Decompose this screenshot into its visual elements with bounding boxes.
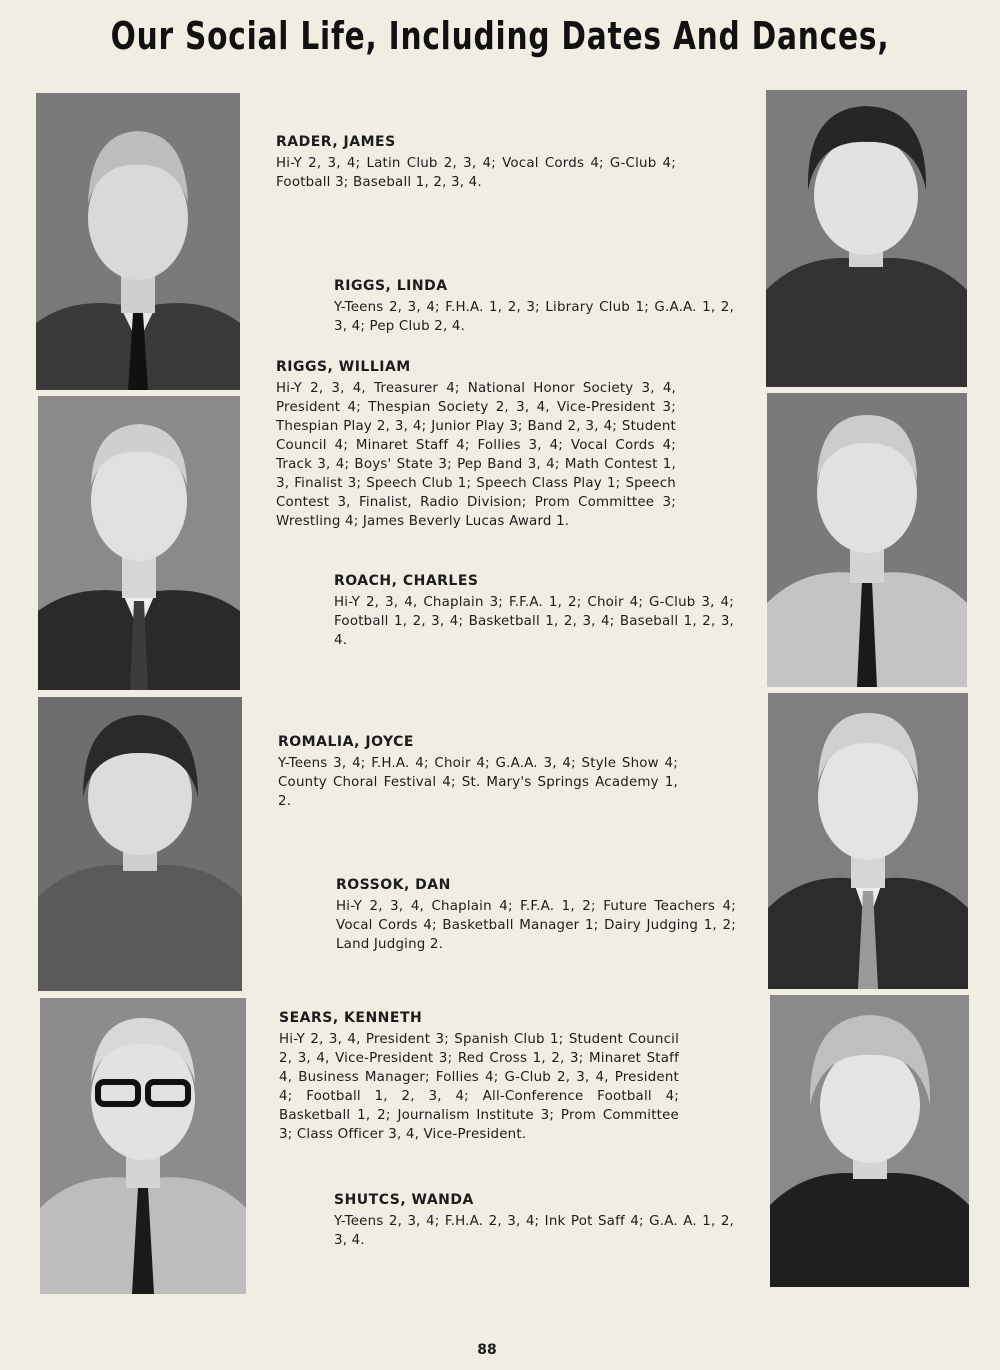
student-entry-shutcs-wanda xyxy=(334,1192,734,1250)
student-name: ROSSOK, DAN xyxy=(336,877,451,893)
page-title: Our Social Life, Including Dates And Dances, xyxy=(110,14,890,58)
page-number: 88 xyxy=(477,1342,497,1358)
student-activities: Y-Teens 2, 3, 4; F.H.A. 2, 3, 4; Ink Pot Saff 4; G.A. A. 1, 2, 3, 4. xyxy=(334,1214,734,1248)
student-activities: Hi-Y 2, 3, 4, Chaplain 4; F.F.A. 1, 2; Future Teachers 4; Vocal Cords 4; Basketball Manager 1; Dairy Judging 1, 2; Land Judging 2. xyxy=(336,899,736,952)
student-activities: Y-Teens 3, 4; F.H.A. 4; Choir 4; G.A.A. 3, 4; Style Show 4; County Choral Festival 4; St. Mary's Springs Academy 1, 2. xyxy=(278,756,678,809)
student-activities: Hi-Y 2, 3, 4, President 3; Spanish Club 1; Student Council 2, 3, 4, Vice-President 3; Red Cross 1, 2, 3; Minaret Staff 4, Business Manager; Follies 4; G-Club 2, 3, 4, President 4; Football 1, 2, 3, 4; All-Conference Football 4; Basketball 1, 2; Journalism Institute 3; Prom Committee 3; Class Officer 3, 4, Vice-President. xyxy=(279,1032,679,1142)
portrait-photo-riggs-william xyxy=(38,396,240,690)
student-activities: Hi-Y 2, 3, 4, Chaplain 3; F.F.A. 1, 2; Choir 4; G-Club 3, 4; Football 1, 2, 3, 4; Basketball 1, 2, 3, 4; Baseball 1, 2, 3, 4. xyxy=(334,595,734,648)
student-name: RIGGS, LINDA xyxy=(334,278,448,294)
student-name: RADER, JAMES xyxy=(276,134,396,150)
student-activities: Hi-Y 2, 3, 4, Treasurer 4; National Honor Society 3, 4, President 4; Thespian Society 2, 3, 4, Vice-President 3; Thespian Play 2, 3, 4; Junior Play 3; Band 2, 3, 4; Student Council 4; Minaret Staff 4; Follies 3, 4; Vocal Cords 4; Track 3, 4; Boys' State 3; Pep Band 3, 4; Math Contest 1, 3, Finalist 3; Speech Club 1; Speech Class Play 1; Speech Contest 3, Finalist, Radio Division; Prom Committee 3; Wrestling 4; James Beverly Lucas Award 1. xyxy=(276,381,676,529)
student-entry-sears-kenneth xyxy=(279,1010,679,1144)
student-entry-rossok-dan xyxy=(336,877,736,954)
portrait-photo-roach-charles xyxy=(767,393,967,687)
student-entry-riggs-linda xyxy=(334,278,734,336)
portrait-photo-riggs-linda xyxy=(766,90,967,387)
student-name: SHUTCS, WANDA xyxy=(334,1192,474,1208)
portrait-photo-sears-kenneth xyxy=(40,998,246,1294)
student-entry-roach-charles xyxy=(334,573,734,650)
portrait-photo-shutcs-wanda xyxy=(770,995,969,1287)
student-entry-rader-james xyxy=(276,134,676,192)
portrait-photo-romalia-joyce xyxy=(38,697,242,991)
student-activities: Hi-Y 2, 3, 4; Latin Club 2, 3, 4; Vocal Cords 4; G-Club 4; Football 3; Baseball 1, 2, 3, 4. xyxy=(276,156,676,190)
portrait-photo-rossok-dan xyxy=(768,693,968,989)
student-entry-riggs-william xyxy=(276,359,676,531)
student-name: SEARS, KENNETH xyxy=(279,1010,423,1026)
student-entry-romalia-joyce xyxy=(278,734,678,811)
student-name: ROMALIA, JOYCE xyxy=(278,734,414,750)
student-activities: Y-Teens 2, 3, 4; F.H.A. 1, 2, 3; Library Club 1; G.A.A. 1, 2, 3, 4; Pep Club 2, 4. xyxy=(334,300,734,334)
portrait-photo-rader-james xyxy=(36,93,240,390)
student-name: ROACH, CHARLES xyxy=(334,573,479,589)
student-name: RIGGS, WILLIAM xyxy=(276,359,411,375)
